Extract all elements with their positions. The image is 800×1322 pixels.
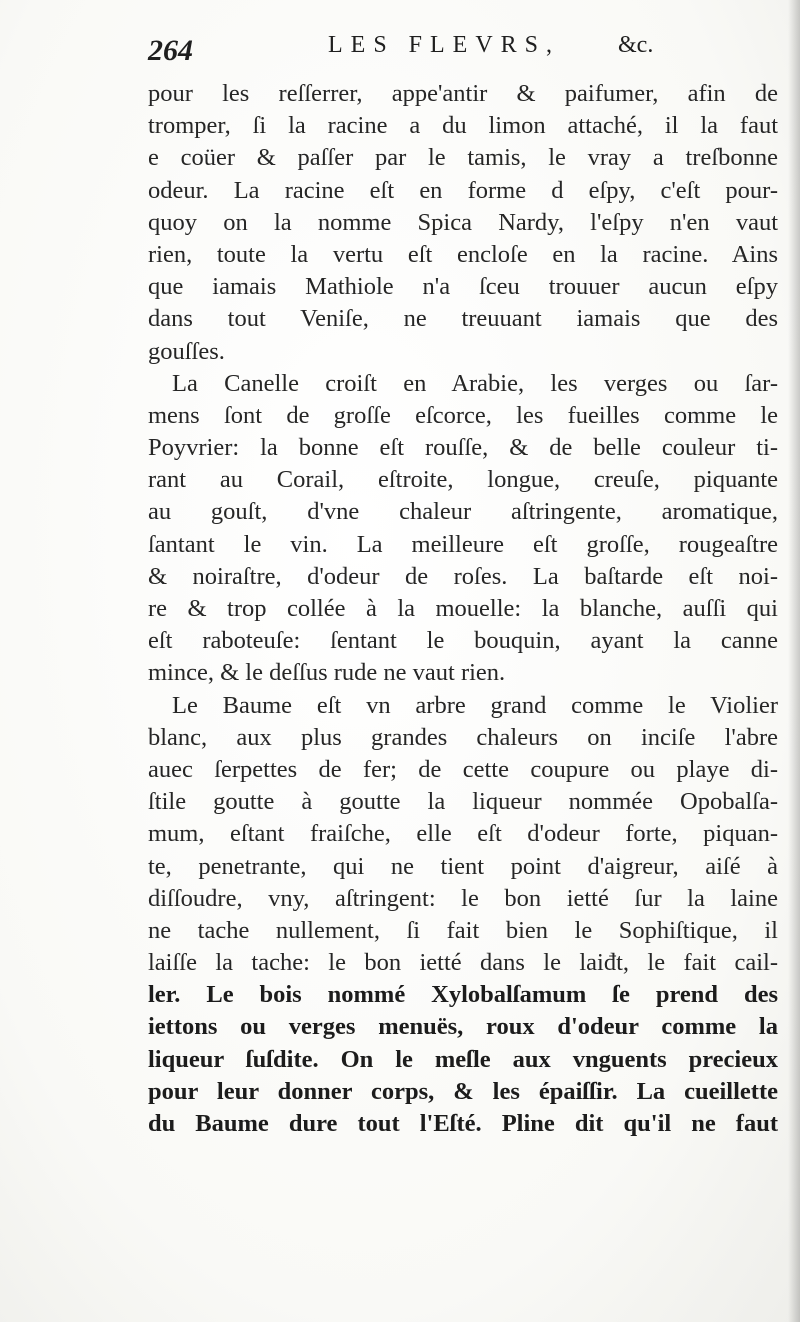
text-line: liqueur ſuſdite. On le meſle aux vnguents precieux xyxy=(148,1045,778,1073)
text-line: eſt raboteuſe: ſentant le bouquin, ayant la canne xyxy=(148,627,778,655)
text-line: du Baume dure tout l'Eſté. Pline dit qu'il ne faut xyxy=(148,1110,778,1137)
text-line: mum, eſtant fraiſche, elle eſt d'odeur forte, piquan- xyxy=(148,820,778,848)
text-line: te, penetrante, qui ne tient point d'aigreur, aiſé à xyxy=(148,852,778,880)
text-line: mince, & le deſſus rude ne vaut rien. xyxy=(148,659,506,687)
page-header xyxy=(148,20,668,70)
text-line: laiſſe la tache: le bon ietté dans le laiđt, le fait cail- xyxy=(148,949,778,977)
text-line: ſantant le vin. La meilleure eſt groſſe, rougeaſtre xyxy=(148,530,778,558)
text-line: rien, toute la vertu eſt encloſe en la racine. Ains xyxy=(148,240,778,268)
text-line: auec ſerpettes de fer; de cette coupure ou playe di- xyxy=(148,755,778,783)
text-line: rant au Corail, eſtroite, longue, creuſe, piquante xyxy=(148,466,778,494)
text-line: ſtile goutte à goutte la liqueur nommée Opobalſa- xyxy=(148,788,778,816)
text-line: re & trop collée à la mouelle: la blanche, auſſi qui xyxy=(148,595,778,622)
text-line: tromper, ſi la racine a du limon attaché, il la faut xyxy=(148,112,778,140)
page-number: 264 xyxy=(148,34,193,67)
body-text xyxy=(148,78,778,1140)
text-line: & noiraſtre, d'odeur de roſes. La baſtarde eſt noi- xyxy=(148,562,778,590)
page-edge-shadow xyxy=(788,0,800,1322)
text-line: au gouſt, d'vne chaleur aſtringente, aromatique, xyxy=(148,498,778,526)
text-line: odeur. La racine eſt en forme d eſpy, c'eſt pour- xyxy=(148,176,778,204)
text-line: Poyvrier: la bonne eſt rouſſe, & de belle couleur ti- xyxy=(148,434,778,462)
text-line: mens ſont de groſſe eſcorce, les fueilles comme le xyxy=(148,401,778,429)
text-line: e coüer & paſſer par le tamis, le vray a treſbonne xyxy=(148,144,778,172)
text-line: blanc, aux plus grandes chaleurs on inciſe l'abre xyxy=(148,723,778,751)
text-line: ler. Le bois nommé Xylobalſamum ſe prend des xyxy=(148,981,778,1009)
text-line: pour les reſſerrer, appe'antir & paifumer, afin de xyxy=(148,80,778,107)
text-line: quoy on la nomme Spica Nardy, l'eſpy n'en vaut xyxy=(148,208,778,236)
text-line: iettons ou verges menuës, roux d'odeur comme la xyxy=(148,1013,778,1041)
running-head: LES FLEVRS, xyxy=(328,32,561,58)
text-line: diſſoudre, vny, aſtringent: le bon ietté ſur la laine xyxy=(148,884,778,912)
text-line: gouſſes. xyxy=(148,337,225,365)
text-line: que iamais Mathiole n'a ſceu trouuer aucun eſpy xyxy=(148,273,778,301)
text-line: La Canelle croiſt en Arabie, les verges ou ſar- xyxy=(172,369,778,397)
text-line: pour leur donner corps, & les épaiſſir. La cueillette xyxy=(148,1077,778,1105)
text-line: Le Baume eſt vn arbre grand comme le Violier xyxy=(172,691,778,719)
running-head-suffix: &c. xyxy=(618,32,654,58)
text-line: ne tache nullement, ſi fait bien le Sophiſtique, il xyxy=(148,916,778,944)
text-line: dans tout Veniſe, ne treuuant iamais que des xyxy=(148,305,778,333)
